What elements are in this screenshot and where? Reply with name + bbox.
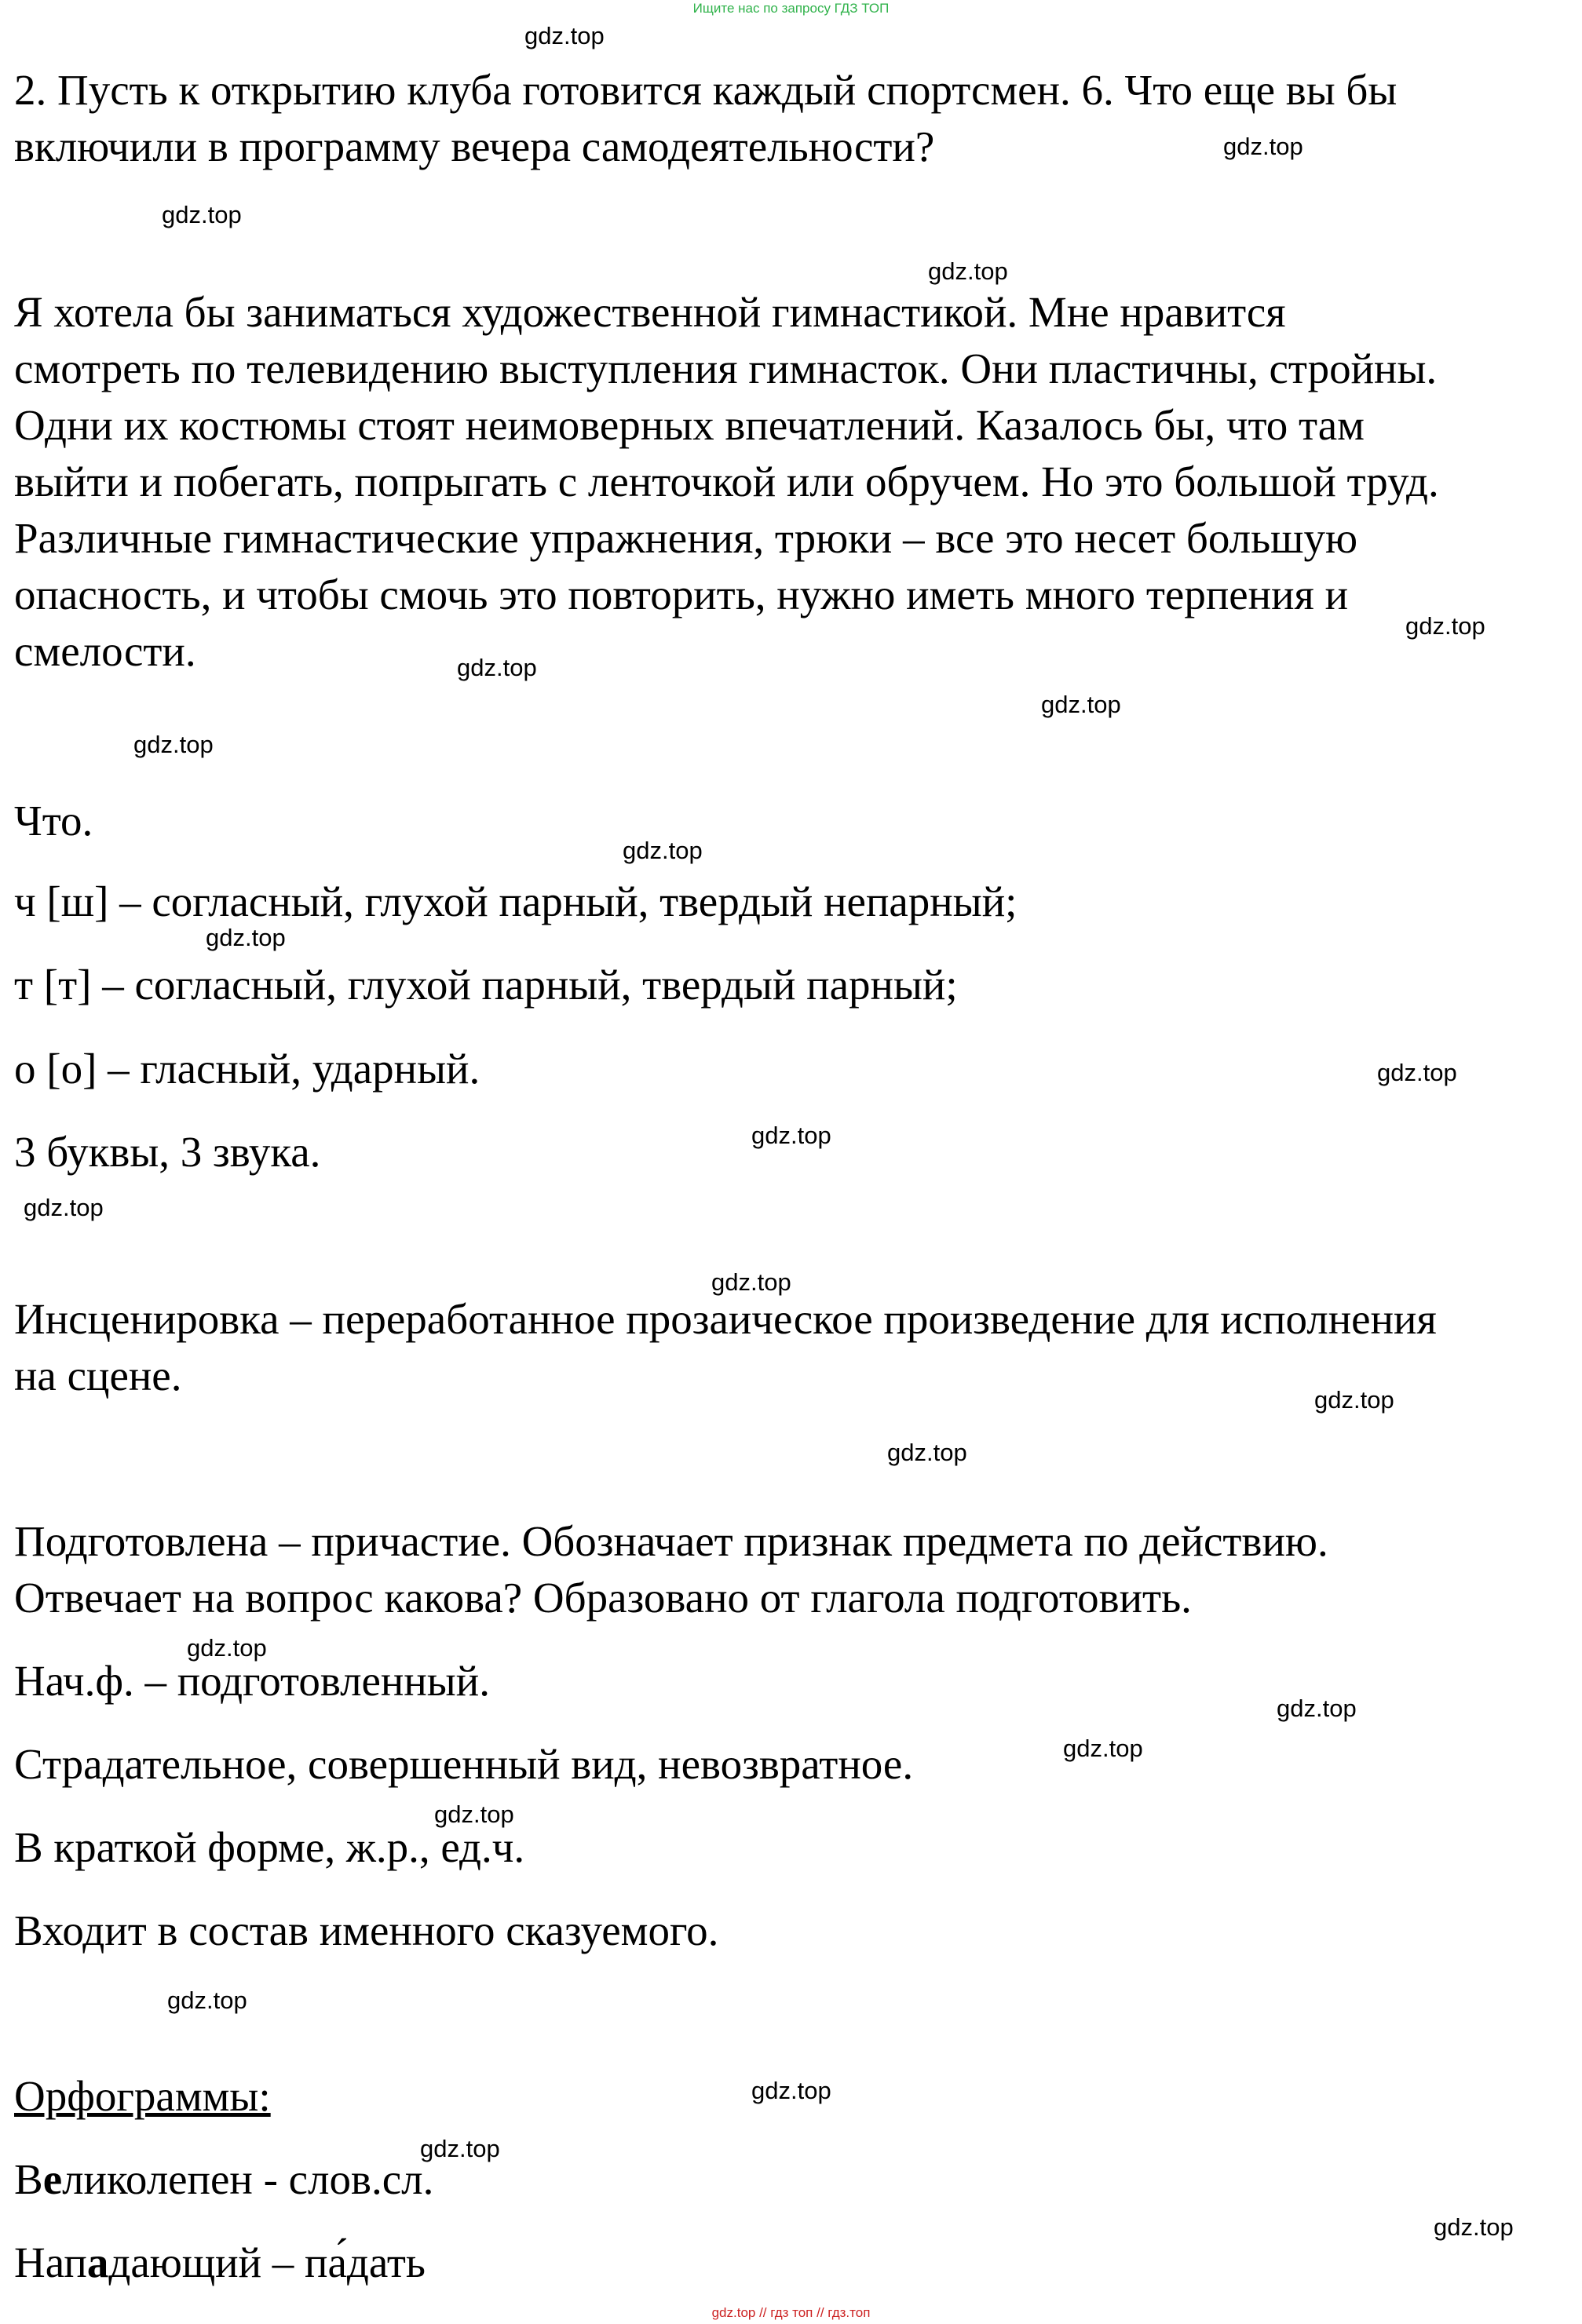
orthogram-item-2: Нападающий – па́дать <box>14 2238 426 2286</box>
watermark: gdz.top <box>928 257 1008 285</box>
morph-line-2: Отвечает на вопрос какова? Образовано от глагола подготовить. <box>14 1574 1192 1622</box>
task-line-2: включили в программу вечера самодеятельности? <box>14 122 935 170</box>
watermark: gdz.top <box>524 22 605 49</box>
answer-line-6: опасность, и чтобы смочь это повторить, нужно иметь много терпения и <box>14 571 1349 618</box>
definition-line-2: на сцене. <box>14 1352 182 1399</box>
watermark: gdz.top <box>162 201 242 228</box>
watermark: gdz.top <box>1434 2213 1514 2241</box>
watermark: gdz.top <box>1277 1695 1357 1722</box>
watermark: gdz.top <box>420 2135 500 2162</box>
morph-line-6: Входит в состав именного сказуемого. <box>14 1906 719 1954</box>
watermark: gdz.top <box>1223 133 1303 160</box>
watermark: gdz.top <box>1405 612 1485 640</box>
watermark: gdz.top <box>751 1122 831 1149</box>
watermark: gdz.top <box>457 654 537 681</box>
orthogram-item-1: Великолепен - слов.сл. <box>14 2155 434 2203</box>
answer-line-5: Различные гимнастические упражнения, трюки – все это несет большую <box>14 514 1358 562</box>
watermark: gdz.top <box>1314 1386 1394 1414</box>
answer-line-2: смотреть по телевидению выступления гимнасток. Они пластичны, стройны. <box>14 345 1438 392</box>
watermark: gdz.top <box>1377 1059 1457 1086</box>
watermark: gdz.top <box>1041 691 1121 718</box>
watermark: gdz.top <box>434 1800 514 1828</box>
phonetic-line-4: 3 буквы, 3 звука. <box>14 1128 321 1176</box>
orthograms-heading: Орфограммы: <box>14 2072 271 2120</box>
orthogram-letter-1: е <box>42 2155 63 2203</box>
watermark: gdz.top <box>887 1439 967 1466</box>
morph-line-3: Нач.ф. – подготовленный. <box>14 1657 490 1705</box>
top-banner: Ищите нас по запросу ГДЗ ТОП <box>692 1 890 16</box>
phonetic-line-3: о [о] – гласный, ударный. <box>14 1045 480 1093</box>
task-line-1: 2. Пусть к открытию клуба готовится каждый спортсмен. 6. Что еще вы бы <box>14 66 1397 114</box>
morph-line-4: Страдательное, совершенный вид, невозвратное. <box>14 1740 914 1788</box>
phonetic-word: Что. <box>14 797 93 845</box>
watermark: gdz.top <box>751 2077 831 2104</box>
watermark: gdz.top <box>167 1987 247 2014</box>
answer-line-4: выйти и побегать, попрыгать с ленточкой или обручем. Но это большой труд. <box>14 458 1439 505</box>
watermark: gdz.top <box>133 731 214 758</box>
watermark: gdz.top <box>711 1268 791 1296</box>
watermark: gdz.top <box>1063 1735 1143 1762</box>
morph-line-5: В краткой форме, ж.р., ед.ч. <box>14 1823 525 1871</box>
watermark: gdz.top <box>187 1634 267 1662</box>
bottom-banner: gdz.top // гдз топ // гдз.топ <box>711 2305 871 2320</box>
morph-line-1: Подготовлена – причастие. Обозначает признак предмета по действию. <box>14 1517 1328 1565</box>
phonetic-line-2: т [т] – согласный, глухой парный, твердый парный; <box>14 961 958 1009</box>
watermark: gdz.top <box>623 837 703 864</box>
watermark: gdz.top <box>24 1194 104 1221</box>
answer-line-3: Одни их костюмы стоят неимоверных впечатлений. Казалось бы, что там <box>14 401 1365 449</box>
watermark: gdz.top <box>206 924 286 951</box>
definition-line-1: Инсценировка – переработанное прозаическое произведение для исполнения <box>14 1295 1437 1343</box>
answer-line-7: смелости. <box>14 627 196 675</box>
answer-line-1: Я хотела бы заниматься художественной гимнастикой. Мне нравится <box>14 288 1286 336</box>
phonetic-line-1: ч [ш] – согласный, глухой парный, твердый непарный; <box>14 877 1018 925</box>
orthogram-letter-2: а <box>86 2238 109 2286</box>
